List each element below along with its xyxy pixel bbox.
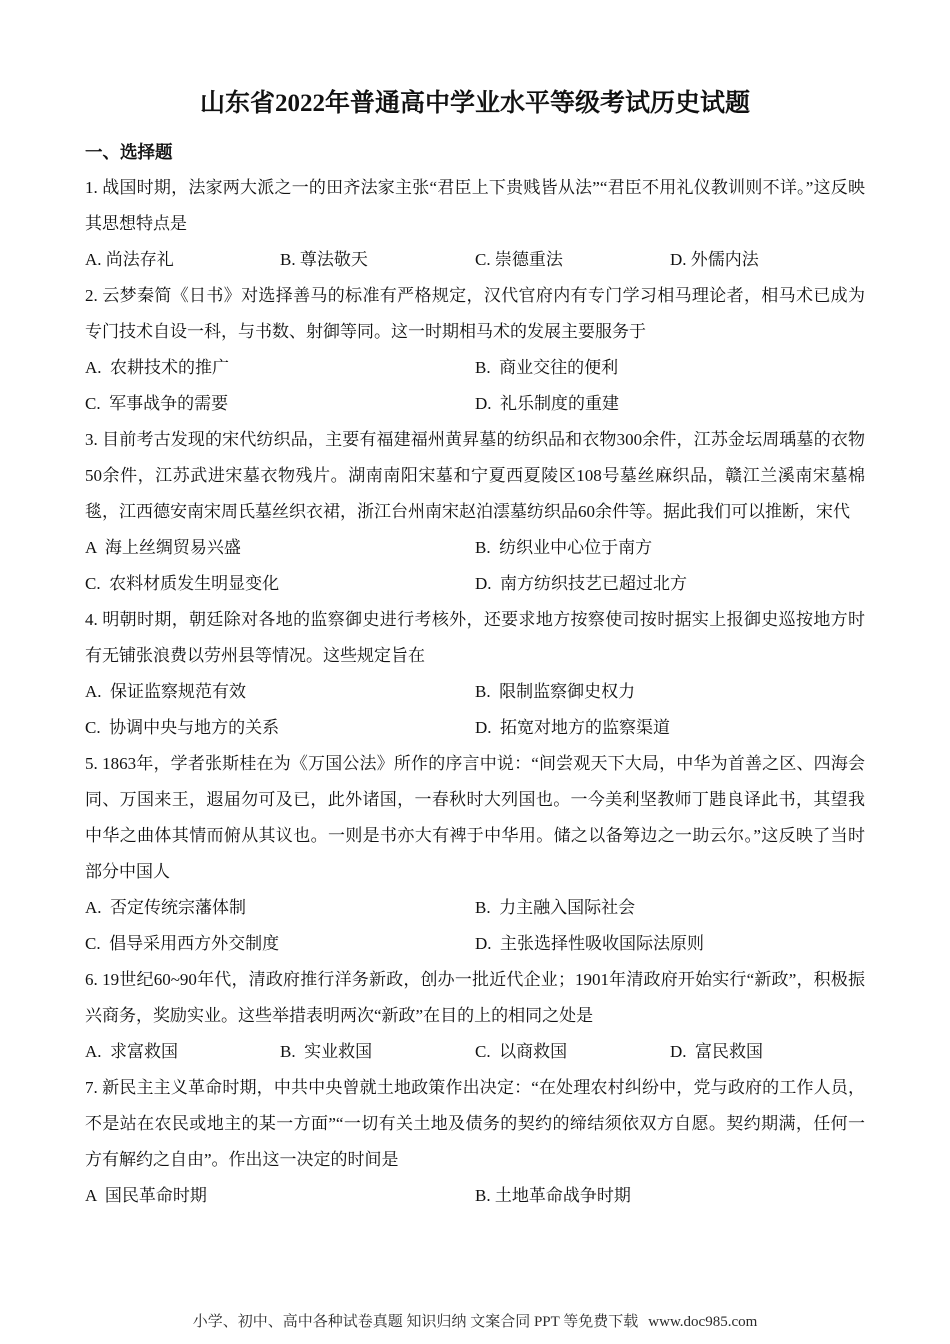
question-6-option-b: B. 实业救国 bbox=[280, 1042, 373, 1061]
question-4-stem: 4. 明朝时期，朝廷除对各地的监察御史进行考核外，还要求地方按察使司按时据实上报御史巡按地方时有无铺张浪费以劳州县等情况。这些规定旨在 bbox=[85, 610, 865, 665]
question-2-option-b: B. 商业交往的便利 bbox=[475, 358, 619, 377]
question-1-stem: 1. 战国时期，法家两大派之一的田齐法家主张“君臣上下贵贱皆从法”“君臣不用礼仪教训则不详。”这反映其思想特点是 bbox=[85, 178, 865, 233]
footer-text: 小学、初中、高中各种试卷真题 知识归纳 文案合同 PPT 等免费下载 bbox=[192, 1314, 639, 1330]
question-7-stem: 7. 新民主主义革命时期，中共中央曾就土地政策作出决定：“在处理农村纠纷中，党与政府的工作人员，不是站在农民或地主的某一方面”“一切有关土地及债务的契约的缔结须依双方自愿。契约期满，任何一方有解约之自由”。作出这一决定的时间是 bbox=[85, 1078, 865, 1169]
question-4-option-a: A. 保证监察规范有效 bbox=[85, 682, 247, 701]
question-3-options bbox=[85, 530, 865, 602]
question-1-option-c: C. 崇德重法 bbox=[475, 250, 563, 269]
question-3-option-d: D. 南方纺织技艺已超过北方 bbox=[475, 574, 688, 593]
question-7 bbox=[85, 1070, 865, 1214]
question-1 bbox=[85, 170, 865, 278]
question-5 bbox=[85, 746, 865, 962]
page-title: 山东省2022年普通高中学业水平等级考试历史试题 bbox=[199, 90, 750, 117]
question-5-option-a: A. 否定传统宗藩体制 bbox=[85, 898, 247, 917]
question-2-options bbox=[85, 350, 865, 422]
question-4-options bbox=[85, 674, 865, 746]
question-5-option-c: C. 倡导采用西方外交制度 bbox=[85, 934, 280, 953]
question-1-option-a: A. 尚法存礼 bbox=[85, 250, 174, 269]
question-6-options bbox=[85, 1034, 865, 1070]
question-4 bbox=[85, 602, 865, 746]
question-5-option-d: D. 主张选择性吸收国际法原则 bbox=[475, 934, 705, 953]
question-1-option-d: D. 外儒内法 bbox=[670, 250, 759, 269]
question-3-option-b: B. 纺织业中心位于南方 bbox=[475, 538, 653, 557]
question-5-stem: 5. 1863年，学者张斯桂在为《万国公法》所作的序言中说：“间尝观天下大局，中华为首善之区、四海会同、万国来王，遐届勿可及已，此外诸国，一春秋时大列国也。一今美利坚教师丁韪良译此书，其望我中华之曲体其情而俯从其议也。一则是书亦大有裨于中华用。储之以备筹边之一助云尔。”这反映了当时部分中国人 bbox=[85, 754, 865, 881]
question-2 bbox=[85, 278, 865, 422]
question-4-option-b: B. 限制监察御史权力 bbox=[475, 682, 636, 701]
question-2-stem: 2. 云梦秦简《日书》对选择善马的标准有严格规定，汉代官府内有专门学习相马理论者，相马术已成为专门技术自设一科，与书数、射御等同。这一时期相马术的发展主要服务于 bbox=[85, 286, 865, 341]
question-3-stem: 3. 目前考古发现的宋代纺织品，主要有福建福州黄昇墓的纺织品和衣物300余件，江苏金坛周瑀墓的衣物50余件，江苏武进宋墓衣物残片。湖南南阳宋墓和宁夏西夏陵区108号墓丝麻织品，赣江兰溪南宋墓棉毯，江西德安南宋周氏墓丝织衣裙，浙江台州南宋赵泊澐墓纺织品60余件等。据此我们可以推断，宋代 bbox=[85, 430, 865, 521]
question-3-option-c: C. 农料材质发生明显变化 bbox=[85, 574, 280, 593]
question-7-options bbox=[85, 1178, 865, 1214]
question-7-option-a: A 国民革命时期 bbox=[85, 1186, 207, 1205]
question-7-option-b: B. 土地革命战争时期 bbox=[475, 1186, 631, 1205]
question-4-option-d: D. 拓宽对地方的监察渠道 bbox=[475, 718, 671, 737]
question-6-stem: 6. 19世纪60~90年代，清政府推行洋务新政，创办一批近代企业；1901年清政府开始实行“新政”，积极振兴商务，奖励实业。这些举措表明两次“新政”在目的上的相同之处是 bbox=[85, 970, 865, 1025]
page-footer bbox=[0, 1312, 950, 1332]
question-2-option-c: C. 军事战争的需要 bbox=[85, 394, 229, 413]
question-6 bbox=[85, 962, 865, 1070]
question-2-option-d: D. 礼乐制度的重建 bbox=[475, 394, 620, 413]
question-6-option-c: C. 以商救国 bbox=[475, 1042, 568, 1061]
question-1-option-b: B. 尊法敬天 bbox=[280, 250, 368, 269]
question-3-option-a: A 海上丝绸贸易兴盛 bbox=[85, 538, 241, 557]
section-heading: 一、选择题 bbox=[85, 142, 173, 162]
question-3 bbox=[85, 422, 865, 602]
question-2-option-a: A. 农耕技术的推广 bbox=[85, 358, 230, 377]
footer-url[interactable]: www.doc985.com bbox=[648, 1314, 758, 1330]
question-5-option-b: B. 力主融入国际社会 bbox=[475, 898, 636, 917]
question-4-option-c: C. 协调中央与地方的关系 bbox=[85, 718, 280, 737]
question-1-options bbox=[85, 242, 865, 278]
question-5-options bbox=[85, 890, 865, 962]
question-6-option-a: A. 求富救国 bbox=[85, 1042, 179, 1061]
question-6-option-d: D. 富民救国 bbox=[670, 1042, 764, 1061]
